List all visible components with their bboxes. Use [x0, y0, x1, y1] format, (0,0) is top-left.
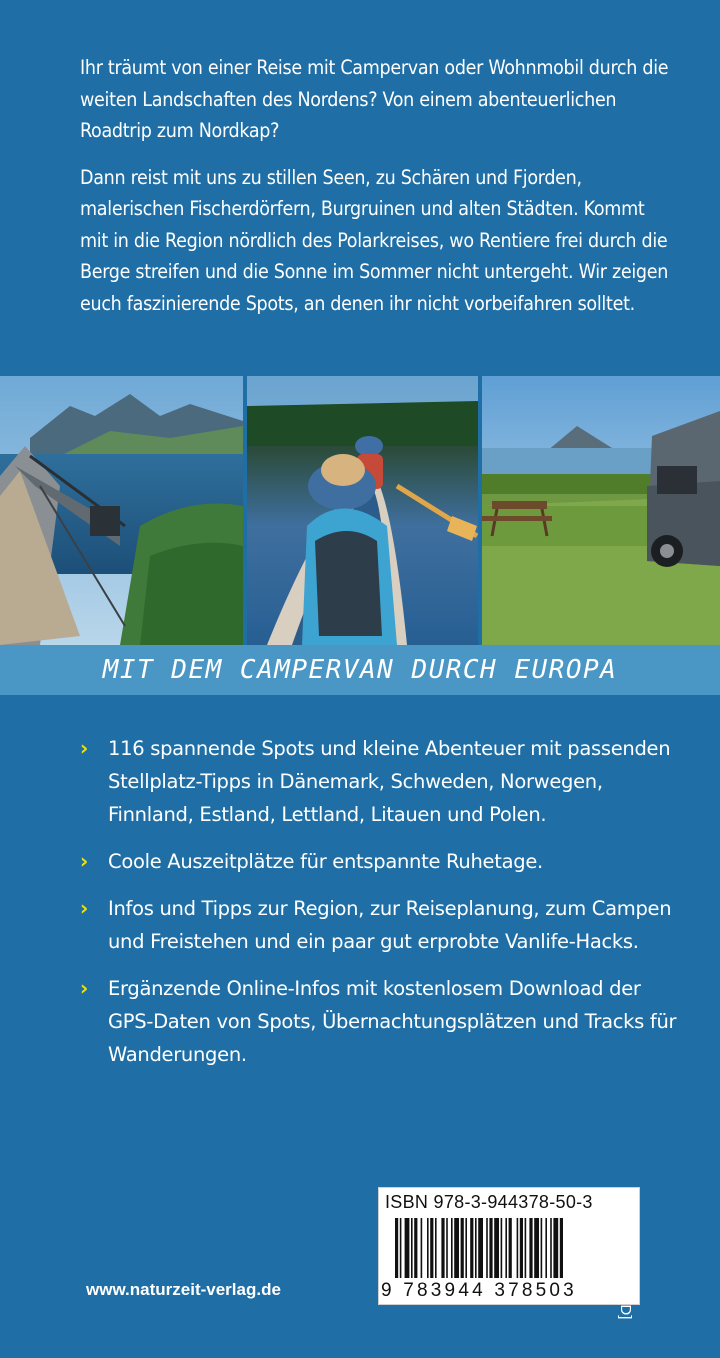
- feature-text: Infos und Tipps zur Region, zur Reiseplanung, zum Campen und Freistehen und ein paar gut erprobte Vanlife-Hacks.: [108, 897, 672, 953]
- photo-strip: [0, 376, 720, 645]
- chevron-right-icon: ›: [80, 896, 88, 920]
- feature-text: Ergänzende Online-Infos mit kostenlosem Download der GPS-Daten von Spots, Übernachtungsplätzen und Tracks für Wanderungen.: [108, 977, 677, 1066]
- chevron-right-icon: ›: [80, 849, 88, 873]
- series-title: MIT DEM CAMPERVAN DURCH EUROPA: [102, 655, 618, 685]
- photo-canoe-lake: [247, 376, 478, 645]
- feature-item: [78, 732, 678, 831]
- barcode-number: 9 783944 378503: [381, 1280, 577, 1301]
- feature-list: [78, 732, 678, 1085]
- feature-item: [78, 972, 678, 1071]
- isbn-label: ISBN 978-3-944378-50-3: [385, 1192, 593, 1212]
- series-banner: [0, 645, 720, 695]
- intro-text: [80, 52, 670, 335]
- feature-text: 116 spannende Spots und kleine Abenteuer mit passenden Stellplatz-Tipps in Dänemark, Schweden, Norwegen, Finnland, Estland, Lettland, Litauen und Polen.: [108, 737, 671, 826]
- chevron-right-icon: ›: [80, 976, 88, 1000]
- intro-paragraph-2: Dann reist mit uns zu stillen Seen, zu Schären und Fjorden, malerischen Fischerdörfern, Burgruinen und alten Städten. Kommt mit in die Region nördlich des Polarkreises, wo Rentiere frei durch die Berge streifen und die Sonne im Sommer nicht untergeht. Wir zeigen euch faszinierende Spots, an denen ihr nicht vorbeifahren solltet.: [80, 165, 669, 315]
- barcode-box: [378, 1187, 640, 1305]
- price-label: € 26,00 [D]: [617, 1246, 634, 1320]
- photo-campervan-coast: [482, 376, 720, 645]
- photo-fjord-boardwalk: [0, 376, 243, 645]
- publisher-website: www.naturzeit-verlag.de: [86, 1280, 281, 1299]
- chevron-right-icon: ›: [80, 736, 88, 760]
- feature-item: [78, 845, 678, 878]
- feature-item: [78, 892, 678, 958]
- feature-text: Coole Auszeitplätze für entspannte Ruhetage.: [108, 850, 543, 873]
- intro-paragraph-1: Ihr träumt von einer Reise mit Campervan oder Wohnmobil durch die weiten Landschaften des Nordens? Von einem abenteuerlichen Roadtrip zum Nordkap?: [80, 56, 669, 142]
- barcode-icon: [389, 1218, 629, 1280]
